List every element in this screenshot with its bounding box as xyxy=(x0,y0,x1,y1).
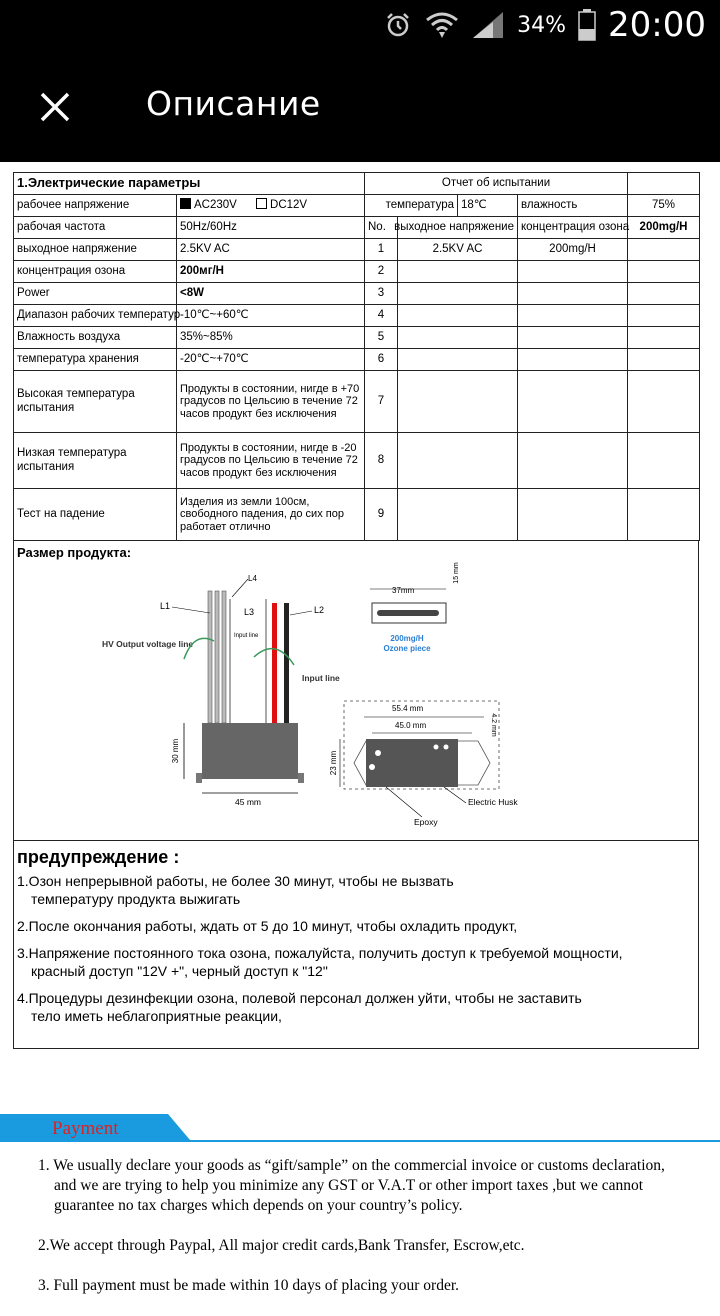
label-input-line: Input line xyxy=(302,673,340,683)
signal-icon xyxy=(471,10,505,40)
table-row-value: 35%~85% xyxy=(177,327,365,349)
humidity-label: влажность xyxy=(518,195,628,217)
piece-rate: 200mg/H xyxy=(390,634,424,643)
table-row-value: 2.5KV AC xyxy=(177,239,365,261)
dim-23mm: 23 mm xyxy=(329,750,338,776)
table-row-value: Продукты в состоянии, нигде в -20 градусов по Цельсию в течение 72 часов продукт без исключения xyxy=(177,433,365,489)
warning-item: 1.Озон непрерывной работы, не более 30 минут, чтобы не вызвать температуру продукта выжигать xyxy=(17,873,454,907)
dim-15mm: 15 mm xyxy=(453,562,460,584)
table-row-value: Продукты в состоянии, нигде в +70 градусов по Цельсию в течение 72 часов продукт без исключения xyxy=(177,371,365,433)
table-row-no: 2 xyxy=(365,261,398,283)
payment-paragraph-1: 1. We usually declare your goods as “gift/sample” on the commercial invoice or customs declaration, and we are trying to help you minimize any GST or V.A.T or other import taxes ,but we cannot guarantee no tax charges which depends on your country’s policy. xyxy=(38,1157,665,1214)
table-row-no: 4 xyxy=(365,305,398,327)
app-bar xyxy=(0,50,720,162)
freq-value: 50Hz/60Hz xyxy=(177,217,365,239)
status-bar xyxy=(0,0,720,50)
page-title: Описание xyxy=(146,84,321,123)
payment-paragraph-2: 2.We accept through Paypal, All major credit cards,Bank Transfer, Escrow,etc. xyxy=(38,1237,525,1254)
table-row-no: 7 xyxy=(365,371,398,433)
table-row-label: Высокая температура испытания xyxy=(14,371,177,433)
table-row-value: Изделия из земли 100см, свободного падения, до сих пор работает отлично xyxy=(177,489,365,541)
label-l3: L3 xyxy=(244,607,255,617)
section-title: 1.Электрические параметры xyxy=(14,173,365,195)
label-input-small: Input line xyxy=(234,633,259,639)
status-icons xyxy=(383,0,706,50)
label-epoxy: Epoxy xyxy=(414,817,438,827)
warning-title: предупреждение : xyxy=(17,847,180,867)
no-header: No. xyxy=(365,217,398,239)
dim-37mm: 37mm xyxy=(392,586,415,595)
warning-item: 3.Напряжение постоянного тока озона, пожалуйста, получить доступ к требуемой мощности, красный доступ "12V +", черный доступ к "12" xyxy=(17,945,623,979)
out-voltage-header: выходное напряжение xyxy=(398,217,518,239)
description-document[interactable] xyxy=(0,162,720,1294)
table-row-label: Power xyxy=(14,283,177,305)
table-row-value: <8W xyxy=(177,283,365,305)
result-ozone: 200mg/H xyxy=(518,239,628,261)
label-l1: L1 xyxy=(160,601,171,611)
battery-percent: 34% xyxy=(517,12,567,38)
table-row-label: температура хранения xyxy=(14,349,177,371)
table-row-no: 5 xyxy=(365,327,398,349)
dim-45mm: 45 mm xyxy=(235,797,261,807)
warning-item: 2.После окончания работы, ждать от 5 до 10 минут, чтобы охладить продукт, xyxy=(17,918,518,934)
voltage-options: AC230V DC12V xyxy=(177,195,365,217)
table-row-label: Диапазон рабочих температур xyxy=(14,305,177,327)
table-row-label: Низкая температура испытания xyxy=(14,433,177,489)
dim-4-2mm: 4.2 mm xyxy=(490,713,497,737)
battery-icon xyxy=(578,9,596,41)
spec-sheet xyxy=(13,172,699,1049)
temp-label: температура xyxy=(365,195,458,217)
table-row-no: 6 xyxy=(365,349,398,371)
table-row-no: 8 xyxy=(365,433,398,489)
spec-table xyxy=(13,172,700,541)
temp-value: 18℃ xyxy=(458,195,518,217)
table-row-no: 9 xyxy=(365,489,398,541)
product-size-section xyxy=(13,541,699,841)
ozone-piece xyxy=(370,562,460,653)
table-row-label: концентрация озона xyxy=(14,261,177,283)
close-icon xyxy=(40,92,70,122)
table-row-value: 200мг/H xyxy=(177,261,365,283)
table-row-no: 3 xyxy=(365,283,398,305)
table-row-no: 1 xyxy=(365,239,398,261)
payment-text xyxy=(38,1156,714,1316)
clock: 20:00 xyxy=(608,5,706,45)
table-row-value: -10℃~+60℃ xyxy=(177,305,365,327)
label-hv-line: HV Output voltage line xyxy=(102,639,194,649)
label-husk: Electric Husk xyxy=(468,797,518,807)
checkbox-empty-icon xyxy=(256,198,267,209)
humidity-value: 75% xyxy=(628,195,700,217)
freq-label: рабочая частота xyxy=(14,217,177,239)
checkbox-checked-icon xyxy=(180,198,191,209)
warning-section xyxy=(13,841,699,1049)
table-row-label: выходное напряжение xyxy=(14,239,177,261)
dim-55mm: 55.4 mm xyxy=(392,704,424,713)
table-row-label: Влажность воздуха xyxy=(14,327,177,349)
product-body xyxy=(202,723,298,779)
table-row-label: Тест на падение xyxy=(14,489,177,541)
electric-husk-view xyxy=(329,701,518,827)
product-dimension-diagram xyxy=(14,541,700,841)
payment-paragraph-3: 3. Full payment must be made within 10 days of placing your order. xyxy=(38,1277,460,1294)
report-title: Отчет об испытании xyxy=(365,173,628,195)
piece-name: Ozone piece xyxy=(383,644,431,653)
ozone-rate: 200mg/H xyxy=(628,217,700,239)
wifi-icon xyxy=(425,10,459,40)
ozone-conc-header: концентрация озона xyxy=(518,217,628,239)
product-size-title: Размер продукта: xyxy=(17,545,132,560)
alarm-icon xyxy=(383,10,413,40)
table-row-value: -20℃~+70℃ xyxy=(177,349,365,371)
dim-30mm: 30 mm xyxy=(171,738,180,764)
warning-item: 4.Процедуры дезинфекции озона, полевой персонал должен уйти, чтобы не заставить тело иметь неблагоприятные реакции, xyxy=(17,990,582,1024)
dim-45-0mm: 45.0 mm xyxy=(395,721,427,730)
label-l2: L2 xyxy=(314,605,325,615)
label-l4: L4 xyxy=(248,574,257,583)
close-button[interactable] xyxy=(30,82,80,132)
payment-heading: Payment xyxy=(52,1118,119,1139)
voltage-label: рабочее напряжение xyxy=(14,195,177,217)
result-voltage: 2.5KV AC xyxy=(398,239,518,261)
